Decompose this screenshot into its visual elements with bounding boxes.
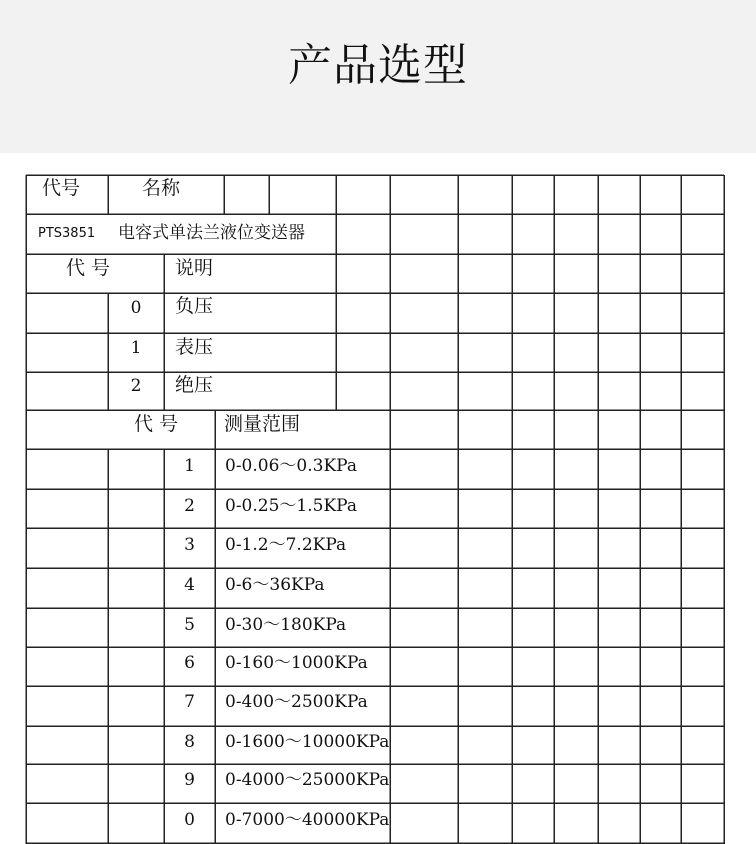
range-desc-header: 测量范围 xyxy=(224,413,301,435)
pressure-label: 绝压 xyxy=(175,374,214,396)
range-code: 5 xyxy=(184,615,195,635)
pressure-desc-header: 说明 xyxy=(175,257,214,279)
range-value: 0-7000～40000KPa xyxy=(225,810,390,830)
range-value: 0-0.25～1.5KPa xyxy=(225,496,357,516)
range-value: 0-160～1000KPa xyxy=(225,653,368,673)
range-code: 9 xyxy=(184,770,195,790)
page-title: 产品选型 xyxy=(288,40,468,91)
range-value: 0-1.2～7.2KPa xyxy=(225,535,347,555)
range-code-header: 代 号 xyxy=(134,413,179,435)
range-value: 0-1600～10000KPa xyxy=(225,732,390,752)
range-value: 0-6～36KPa xyxy=(225,575,325,595)
range-code: 3 xyxy=(184,535,195,555)
range-code: 6 xyxy=(184,653,195,673)
header-code-label: 代号 xyxy=(42,177,81,199)
range-value: 0-30～180KPa xyxy=(225,615,347,635)
pressure-code: 2 xyxy=(130,376,142,396)
range-code: 7 xyxy=(184,692,195,712)
model-name: 电容式单法兰液位变送器 xyxy=(118,223,305,243)
range-code: 4 xyxy=(184,575,195,595)
pressure-code-header: 代 号 xyxy=(66,257,111,279)
pressure-label: 表压 xyxy=(175,336,214,358)
range-value: 0-4000～25000KPa xyxy=(225,770,390,790)
range-value: 0-0.06～0.3KPa xyxy=(225,456,357,476)
model-code: PTS3851 xyxy=(38,226,96,241)
pressure-code: 1 xyxy=(130,338,142,358)
range-code: 8 xyxy=(184,732,195,752)
pressure-code: 0 xyxy=(130,298,142,318)
header-name-label: 名称 xyxy=(142,177,181,199)
pressure-label: 负压 xyxy=(175,295,214,317)
range-code: 0 xyxy=(184,810,195,830)
range-code: 2 xyxy=(184,496,195,516)
range-code: 1 xyxy=(184,456,195,476)
range-value: 0-400～2500KPa xyxy=(225,692,368,712)
